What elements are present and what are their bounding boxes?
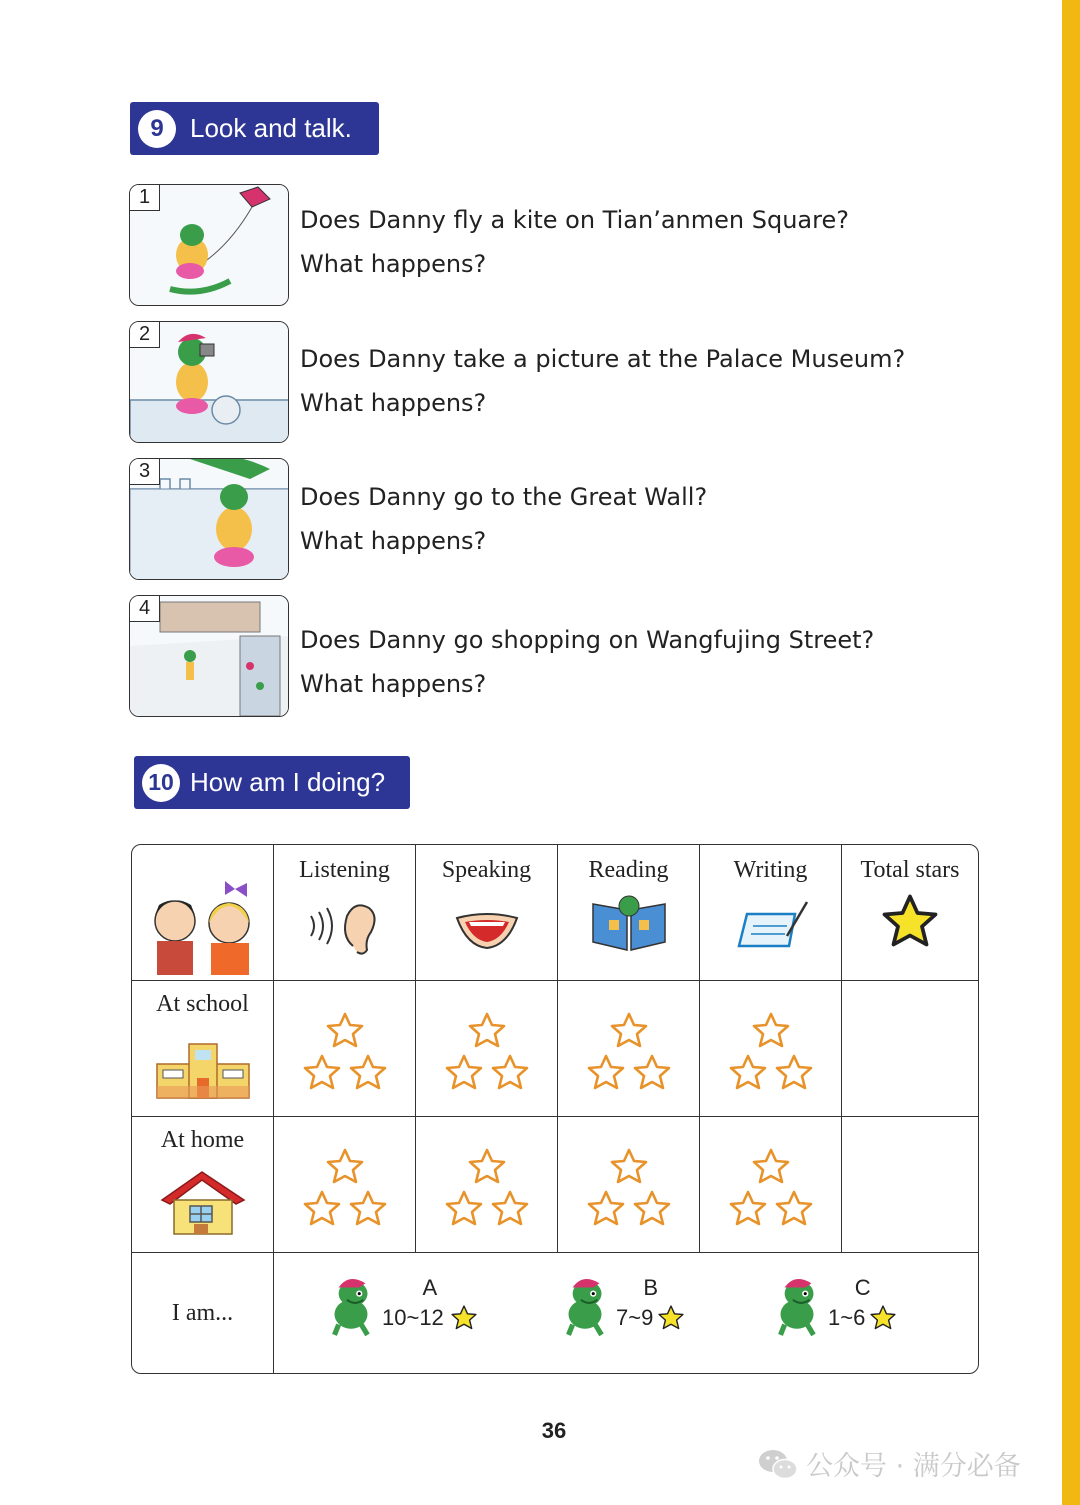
section-9-header: [130, 102, 379, 155]
level-range: 7~9: [616, 1305, 654, 1330]
star-rating[interactable]: [301, 1011, 389, 1095]
star-rating[interactable]: [585, 1147, 673, 1231]
level-b[interactable]: [560, 1273, 685, 1339]
star-rating[interactable]: [727, 1011, 815, 1095]
row-label: At home: [160, 1127, 245, 1153]
home-listening-stars: [274, 1117, 416, 1253]
followup-text: What happens?: [300, 670, 487, 698]
danny-icon: [772, 1273, 822, 1339]
danny-icon: [326, 1273, 376, 1339]
question-text: Does Danny go shopping on Wangfujing Street?: [300, 626, 875, 654]
section-10-title: How am I doing?: [190, 767, 386, 797]
talk-item-2: [129, 321, 989, 445]
page-edge-bar: [1062, 0, 1080, 1505]
wechat-icon: [758, 1447, 798, 1481]
header-label: Speaking: [441, 857, 532, 883]
header-reading: [558, 845, 700, 981]
watermark-text: 公众号 · 满分必备: [806, 1451, 1021, 1482]
talk-item-3: [129, 458, 989, 582]
kids-illustration: [143, 875, 263, 975]
level-letter: B: [643, 1275, 658, 1300]
level-a[interactable]: [326, 1273, 478, 1339]
mouth-icon: [447, 896, 527, 956]
level-letter: C: [854, 1275, 871, 1300]
ear-icon: [305, 896, 385, 956]
star-icon: [657, 1304, 685, 1332]
i-am-label: I am...: [171, 1299, 234, 1326]
star-rating[interactable]: [301, 1147, 389, 1231]
notebook-icon: [731, 896, 811, 956]
level-range: 1~6: [828, 1305, 866, 1330]
house-icon: [158, 1168, 248, 1238]
i-am-cell: [132, 1253, 274, 1373]
header-label: Writing: [733, 857, 808, 883]
school-writing-stars: [700, 981, 842, 1117]
talk-item-4: [129, 595, 989, 719]
wangfujing-picture: [129, 595, 289, 717]
question-text: Does Danny take a picture at the Palace Museum?: [300, 345, 906, 373]
row-label: At school: [156, 991, 249, 1017]
danny-icon: [560, 1273, 610, 1339]
book-icon: [587, 894, 671, 956]
section-9-title: Look and talk.: [190, 113, 352, 143]
school-icon: [153, 1040, 253, 1100]
header-label: Listening: [299, 857, 390, 883]
self-assessment-table: [131, 844, 979, 1374]
item-number: 3: [130, 459, 160, 485]
school-total-cell[interactable]: [842, 981, 978, 1117]
page-number: 36: [541, 1418, 567, 1443]
palace-museum-picture: [129, 321, 289, 443]
header-listening: [274, 845, 416, 981]
question-text: Does Danny fly a kite on Tian’anmen Square?: [300, 206, 849, 234]
home-total-cell[interactable]: [842, 1117, 978, 1253]
level-letter: A: [422, 1275, 438, 1300]
levels-cell: [274, 1253, 978, 1373]
section-9-number: 9: [138, 110, 176, 148]
home-reading-stars: [558, 1117, 700, 1253]
row-at-home: [132, 1117, 274, 1253]
item-number: 2: [130, 322, 160, 348]
question-text: Does Danny go to the Great Wall?: [300, 483, 708, 511]
header-label: Reading: [588, 857, 669, 883]
item-number: 4: [130, 596, 160, 622]
item-number: 1: [130, 185, 160, 211]
followup-text: What happens?: [300, 389, 487, 417]
talk-item-1: [129, 184, 989, 308]
row-at-school: [132, 981, 274, 1117]
school-listening-stars: [274, 981, 416, 1117]
level-c[interactable]: [772, 1273, 897, 1339]
header-total-stars: [842, 845, 978, 981]
star-rating[interactable]: [727, 1147, 815, 1231]
great-wall-picture: [129, 458, 289, 580]
section-10-header: [134, 756, 410, 809]
home-speaking-stars: [416, 1117, 558, 1253]
watermark: [758, 1444, 1021, 1483]
school-speaking-stars: [416, 981, 558, 1117]
star-icon: [450, 1304, 478, 1332]
followup-text: What happens?: [300, 250, 487, 278]
section-10-number: 10: [142, 764, 180, 802]
home-writing-stars: [700, 1117, 842, 1253]
school-reading-stars: [558, 981, 700, 1117]
star-rating[interactable]: [443, 1147, 531, 1231]
star-icon: [869, 1304, 897, 1332]
header-label: Total stars: [860, 857, 960, 883]
header-writing: [700, 845, 842, 981]
kite-picture: [129, 184, 289, 306]
star-rating[interactable]: [443, 1011, 531, 1095]
star-rating[interactable]: [585, 1011, 673, 1095]
followup-text: What happens?: [300, 527, 487, 555]
star-icon: [880, 894, 940, 950]
level-range: 10~12: [382, 1305, 444, 1330]
kids-cell: [132, 845, 274, 981]
header-speaking: [416, 845, 558, 981]
